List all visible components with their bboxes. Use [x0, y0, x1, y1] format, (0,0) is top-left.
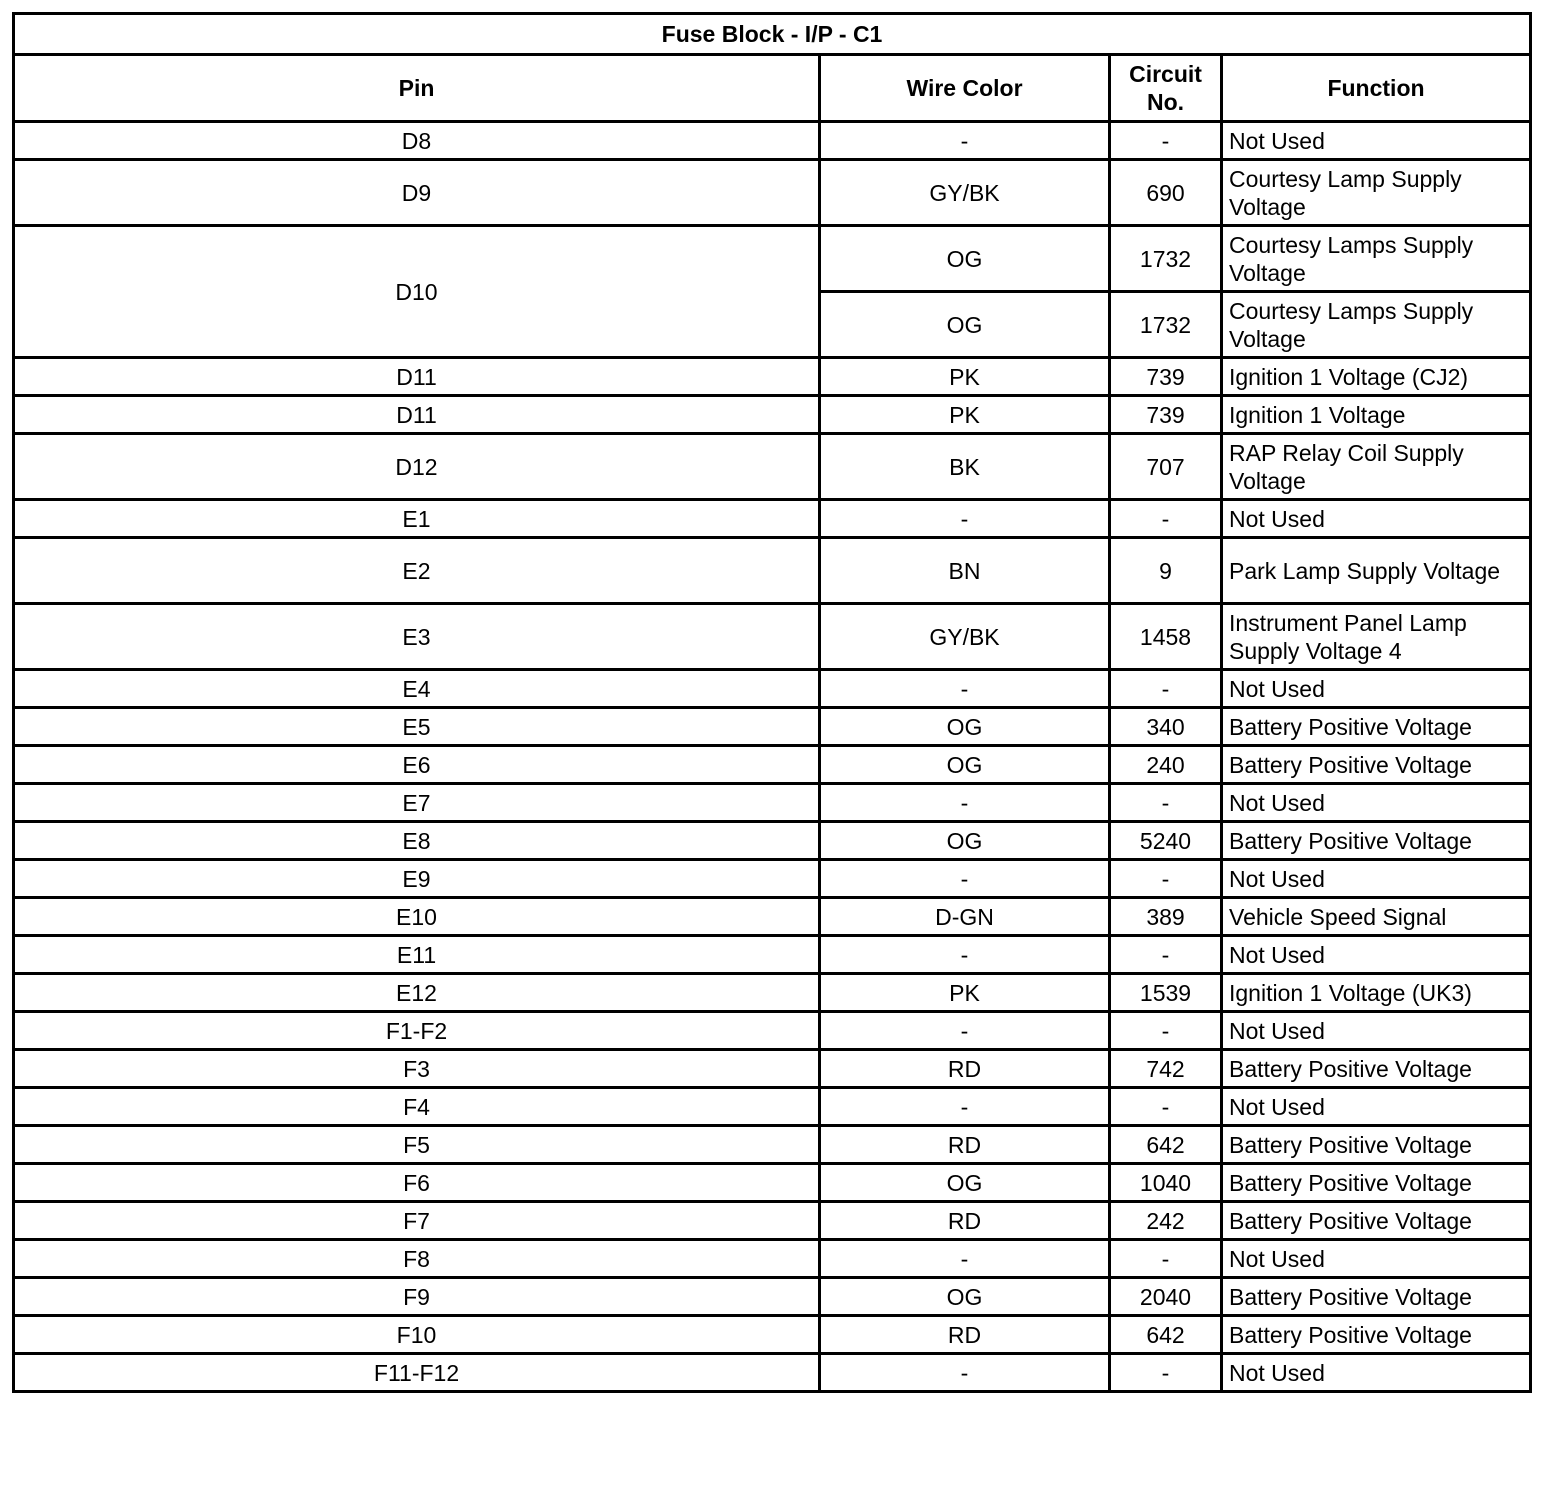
pin-header: Pin	[14, 55, 820, 122]
wire-color-cell: -	[820, 1354, 1110, 1392]
wire-color-cell: -	[820, 670, 1110, 708]
function-cell: Not Used	[1222, 670, 1531, 708]
circuit-cell: 9	[1110, 538, 1222, 604]
function-cell: Not Used	[1222, 500, 1531, 538]
pin-cell: D11	[14, 396, 820, 434]
function-cell: Courtesy Lamps Supply Voltage	[1222, 292, 1531, 358]
function-cell: Battery Positive Voltage	[1222, 1316, 1531, 1354]
table-row	[14, 1316, 1531, 1354]
function-cell: Ignition 1 Voltage (UK3)	[1222, 974, 1531, 1012]
pin-cell: E12	[14, 974, 820, 1012]
circuit-cell: -	[1110, 860, 1222, 898]
function-cell: Not Used	[1222, 936, 1531, 974]
pin-cell: F7	[14, 1202, 820, 1240]
table-row	[14, 974, 1531, 1012]
table-row	[14, 500, 1531, 538]
wire-color-cell: PK	[820, 358, 1110, 396]
wire-color-cell: GY/BK	[820, 160, 1110, 226]
function-cell: Ignition 1 Voltage (CJ2)	[1222, 358, 1531, 396]
pin-cell: F8	[14, 1240, 820, 1278]
wire-color-cell: OG	[820, 226, 1110, 292]
pin-cell: E2	[14, 538, 820, 604]
wire-color-cell: -	[820, 784, 1110, 822]
circuit-header-line1: Circuit	[1129, 61, 1202, 87]
circuit-cell: -	[1110, 1354, 1222, 1392]
circuit-cell: 1539	[1110, 974, 1222, 1012]
header-row	[14, 55, 1531, 122]
wire-color-cell: BN	[820, 538, 1110, 604]
table-row	[14, 538, 1531, 604]
pin-cell: F10	[14, 1316, 820, 1354]
pin-cell: E6	[14, 746, 820, 784]
pin-cell: D8	[14, 122, 820, 160]
wire-color-cell: RD	[820, 1316, 1110, 1354]
circuit-cell: -	[1110, 936, 1222, 974]
circuit-cell: 242	[1110, 1202, 1222, 1240]
function-cell: Battery Positive Voltage	[1222, 1164, 1531, 1202]
wire-color-cell: -	[820, 1012, 1110, 1050]
table-row	[14, 434, 1531, 500]
circuit-cell: 739	[1110, 358, 1222, 396]
table-row	[14, 160, 1531, 226]
pin-cell: D11	[14, 358, 820, 396]
circuit-cell: -	[1110, 1088, 1222, 1126]
function-cell: Not Used	[1222, 1088, 1531, 1126]
pin-cell: F9	[14, 1278, 820, 1316]
circuit-cell: 642	[1110, 1316, 1222, 1354]
table-row	[14, 122, 1531, 160]
wire-color-cell: PK	[820, 974, 1110, 1012]
function-cell: Battery Positive Voltage	[1222, 822, 1531, 860]
function-cell: Not Used	[1222, 860, 1531, 898]
table-row	[14, 1088, 1531, 1126]
wire-color-cell: OG	[820, 1278, 1110, 1316]
pin-cell: F11-F12	[14, 1354, 820, 1392]
table-row	[14, 784, 1531, 822]
wire-color-cell: OG	[820, 708, 1110, 746]
wire-color-cell: RD	[820, 1202, 1110, 1240]
table-row	[14, 226, 1531, 292]
function-cell: Ignition 1 Voltage	[1222, 396, 1531, 434]
wire-color-cell: -	[820, 1240, 1110, 1278]
circuit-cell: 1040	[1110, 1164, 1222, 1202]
pin-cell: D12	[14, 434, 820, 500]
wire-color-cell: -	[820, 860, 1110, 898]
wire-color-cell: PK	[820, 396, 1110, 434]
circuit-cell: 690	[1110, 160, 1222, 226]
function-cell: Park Lamp Supply Voltage	[1222, 538, 1531, 604]
circuit-cell: 240	[1110, 746, 1222, 784]
function-cell: Not Used	[1222, 1012, 1531, 1050]
table-row	[14, 1278, 1531, 1316]
table-row	[14, 670, 1531, 708]
function-cell: Battery Positive Voltage	[1222, 1202, 1531, 1240]
function-cell: Battery Positive Voltage	[1222, 1278, 1531, 1316]
wire-color-cell: -	[820, 1088, 1110, 1126]
function-cell: Not Used	[1222, 1354, 1531, 1392]
pin-cell: E7	[14, 784, 820, 822]
table-row	[14, 822, 1531, 860]
table-row	[14, 936, 1531, 974]
circuit-cell: 707	[1110, 434, 1222, 500]
pin-cell: E3	[14, 604, 820, 670]
circuit-cell: 2040	[1110, 1278, 1222, 1316]
wire-color-cell: -	[820, 936, 1110, 974]
table-row	[14, 1202, 1531, 1240]
table-row	[14, 1354, 1531, 1392]
table-row	[14, 708, 1531, 746]
circuit-cell: 1732	[1110, 292, 1222, 358]
pin-cell: F1-F2	[14, 1012, 820, 1050]
wire-color-header: Wire Color	[820, 55, 1110, 122]
pin-cell: D10	[14, 226, 820, 358]
function-cell: Courtesy Lamps Supply Voltage	[1222, 226, 1531, 292]
circuit-cell: -	[1110, 670, 1222, 708]
pin-cell: D9	[14, 160, 820, 226]
title-row	[14, 14, 1531, 55]
wire-color-cell: OG	[820, 822, 1110, 860]
circuit-cell: -	[1110, 1240, 1222, 1278]
wire-color-cell: OG	[820, 1164, 1110, 1202]
wire-color-cell: GY/BK	[820, 604, 1110, 670]
circuit-cell: 1732	[1110, 226, 1222, 292]
wire-color-cell: BK	[820, 434, 1110, 500]
function-cell: Battery Positive Voltage	[1222, 746, 1531, 784]
pin-cell: E8	[14, 822, 820, 860]
function-cell: Vehicle Speed Signal	[1222, 898, 1531, 936]
wire-color-cell: RD	[820, 1050, 1110, 1088]
function-cell: Not Used	[1222, 784, 1531, 822]
pin-cell: E10	[14, 898, 820, 936]
table-row	[14, 604, 1531, 670]
pin-cell: E9	[14, 860, 820, 898]
wire-color-cell: -	[820, 500, 1110, 538]
circuit-cell: -	[1110, 122, 1222, 160]
circuit-cell: -	[1110, 500, 1222, 538]
table-row	[14, 1164, 1531, 1202]
function-cell: Battery Positive Voltage	[1222, 1126, 1531, 1164]
pin-cell: F5	[14, 1126, 820, 1164]
pin-cell: F6	[14, 1164, 820, 1202]
wire-color-cell: OG	[820, 746, 1110, 784]
circuit-cell: 340	[1110, 708, 1222, 746]
function-header: Function	[1222, 55, 1531, 122]
pinout-table	[12, 12, 1532, 1393]
circuit-cell: 739	[1110, 396, 1222, 434]
table-row	[14, 1126, 1531, 1164]
pin-cell: E5	[14, 708, 820, 746]
circuit-cell: 742	[1110, 1050, 1222, 1088]
table-row	[14, 1050, 1531, 1088]
table-row	[14, 1240, 1531, 1278]
pin-cell: E1	[14, 500, 820, 538]
pin-cell: E4	[14, 670, 820, 708]
function-cell: Battery Positive Voltage	[1222, 708, 1531, 746]
circuit-header	[1110, 55, 1222, 122]
table-row	[14, 396, 1531, 434]
wire-color-cell: D-GN	[820, 898, 1110, 936]
table-title: Fuse Block - I/P - C1	[14, 14, 1531, 55]
table-row	[14, 746, 1531, 784]
pin-cell: E11	[14, 936, 820, 974]
pin-cell: F3	[14, 1050, 820, 1088]
function-cell: Battery Positive Voltage	[1222, 1050, 1531, 1088]
function-cell: Not Used	[1222, 122, 1531, 160]
table-row	[14, 898, 1531, 936]
circuit-cell: 5240	[1110, 822, 1222, 860]
wire-color-cell: OG	[820, 292, 1110, 358]
table-row	[14, 860, 1531, 898]
wire-color-cell: -	[820, 122, 1110, 160]
table-row	[14, 358, 1531, 396]
wire-color-cell: RD	[820, 1126, 1110, 1164]
table-row	[14, 1012, 1531, 1050]
pin-cell: F4	[14, 1088, 820, 1126]
circuit-cell: 1458	[1110, 604, 1222, 670]
function-cell: Instrument Panel Lamp Supply Voltage 4	[1222, 604, 1531, 670]
circuit-cell: -	[1110, 1012, 1222, 1050]
function-cell: RAP Relay Coil Supply Voltage	[1222, 434, 1531, 500]
circuit-cell: 642	[1110, 1126, 1222, 1164]
circuit-cell: 389	[1110, 898, 1222, 936]
circuit-header-line2: No.	[1146, 89, 1185, 115]
circuit-cell: -	[1110, 784, 1222, 822]
function-cell: Not Used	[1222, 1240, 1531, 1278]
function-cell: Courtesy Lamp Supply Voltage	[1222, 160, 1531, 226]
